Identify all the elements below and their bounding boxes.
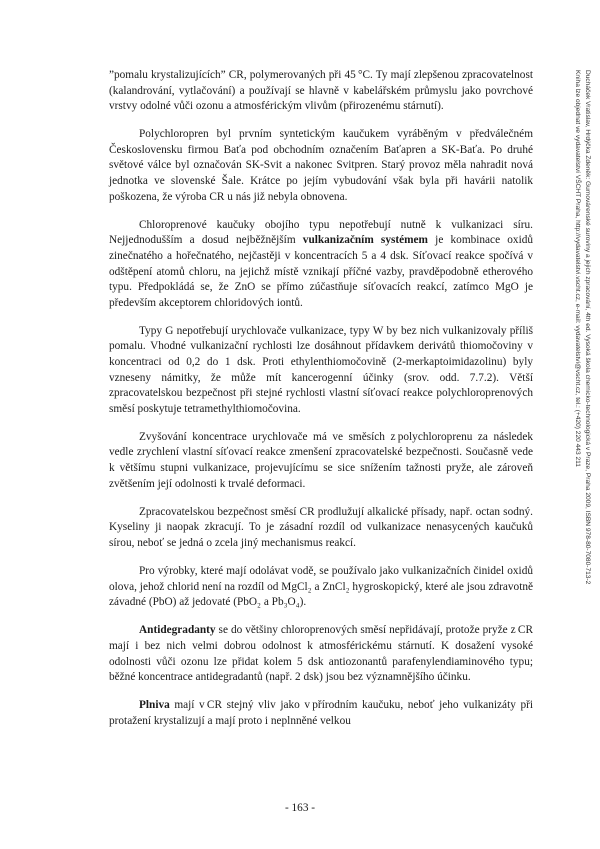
side-note-line-1: Ducháček Vratislav, Hrdýčka Zdeněk: Gumovárenské suroviny a jejich zpracování, 4th ed. Vysoká škola chemicko-technologická v Praze, Praha 2009, ISBN 978-80-7080-713-2 xyxy=(584,70,591,585)
paragraph-text: Polychloropren byl prvním syntetickým kaučukem vyráběným v předválečném Československu firmou Baťa pod obchodním označením Baťapren a SK-Baťa. Po druhé světové válce byl označován SK-Svit a nakonec Svitpren. Starý provoz měla nahradit nová jednotka ve slovenské Šale. Krátce po jejím vybudování však byla při havárii natolik poškozena, že výroba CR u nás již nebyla obnovena. xyxy=(109,128,533,203)
paragraph xyxy=(109,68,533,115)
paragraph xyxy=(109,218,533,312)
page-number: - 163 - xyxy=(284,802,316,814)
paragraph-text: je kombinace oxidů zinečnatého a hořečnatého, nejčastěji v koncentracích 5 a 4 dsk. Síťovací reakce spočívá v odštěpení atomů chloru, na jejichž místě vznikají příčné vazby, pravděpodobně etherového typu. Předpokládá se, že ZnO se přímo zúčastňuje síťovacích reakcí, zatímco MgO je především akceptorem chloridových iontů. xyxy=(109,234,534,309)
paragraph xyxy=(109,430,533,492)
paragraph xyxy=(109,127,533,205)
paragraph xyxy=(109,564,533,611)
paragraph xyxy=(109,505,533,552)
paragraph xyxy=(109,623,533,685)
paragraph-text: mají v CR stejný vliv jako v přírodním kaučuku, neboť jeho vulkanizáty při protažení krystalizují a mají proto i neplnněné velkou xyxy=(109,699,533,727)
side-note xyxy=(570,70,592,680)
paragraph xyxy=(109,698,533,729)
paragraph-text: Zvyšování koncentrace urychlovače má ve směsích z polychloroprenu za následek vedle zrychlení vlastní síťovací reakce zmenšení zpracovatelské bezpečnosti. Současně vede k většímu stupni vulkanizace, projevujícímu se sice snížením tažnosti pryže, ale zároveň zvětšením její odolnosti k trvalé deformaci. xyxy=(109,430,533,490)
paragraph-text: Pro výrobky, které mají odolávat vodě, se používalo jako vulkanizačních činidel oxidů olova, jehož chlorid není na rozdíl od MgCl₂ a ZnCl₂ hygroskopický, které ale jsou zdravotně závadné (PbO) až jedovaté (PbO₂ a Pb₃O₄). xyxy=(109,565,533,609)
bold-term: Antidegradanty xyxy=(139,624,216,637)
paragraph-text: Typy G nepotřebují urychlovače vulkanizace, typy W by bez nich vulkanizovaly příliš pomalu. Vhodné vulkanizační rychlosti lze dosáhnout přídavkem derivátů thiomočoviny v koncentraci od 0,2 do 1 dsk. Proti ethylenthiomočovině (2-merkaptoimidazolinu) byly vzneseny námitky, že může mít kancerogenní účinky (srov. odd. 7.7.2). Větší zpracovatelskou bezpečnost při stejné rychlosti vlastní síťovací reakce polychloroprenových směsí poskytuje tetramethylthiomočovina. xyxy=(109,324,533,415)
paragraph-text: Zpracovatelskou bezpečnost směsí CR prodlužují alkalické přísady, např. octan sodný. Kyseliny ji naopak zkracují. To je zásadní rozdíl od vulkanizace nenasycených kaučuků sírou, neboť se jedná o zcela jiný mechanismus reakcí. xyxy=(109,505,533,549)
paragraph xyxy=(109,324,533,418)
side-note-line-2: Kniha lze objednat ve vydavatelství VŠCHT Praha, http://vydavatelstvi.vscht.cz, e-mail: vydavatelstvi@vscht.cz, tel.: (+420) 220 443 211 xyxy=(574,70,581,467)
side-note-text xyxy=(572,70,592,680)
bold-term: Plniva xyxy=(139,699,170,712)
paragraph-text: ”pomalu krystalizujících” CR, polymerovaných při 45 °C. Ty mají zlepšenou zpracovatelnost (kalandrování, vytlačování) a používají se hlavně v kabelářském průmyslu jako povrchové vrstvy odolné vůči ozonu a atmosférickým vlivům (přirozenému stárnutí). xyxy=(109,69,533,113)
paragraph-text: Chloroprenové kaučuky obojího typu nepotřebují nutně k vulkanizaci síru. Nejjednodušším a dosud nejběžnějším xyxy=(109,218,533,247)
page-text xyxy=(109,68,533,742)
paragraph-text: se do většiny chloroprenových směsí nepřidávají, protože pryže z CR mají i bez nich velmi dobrou odolnost k atmosférickému stárnutí. K dosažení vysoké odolnosti vůči ozonu lze přidat kolem 5 dsk antiozonantů parafenylendiaminového typu; běžné koncentrace antidegradantů (např. 2 dsk) jsou bez významnějšího účinku. xyxy=(109,624,533,684)
bold-term: vulkanizačním systémem xyxy=(302,234,428,247)
